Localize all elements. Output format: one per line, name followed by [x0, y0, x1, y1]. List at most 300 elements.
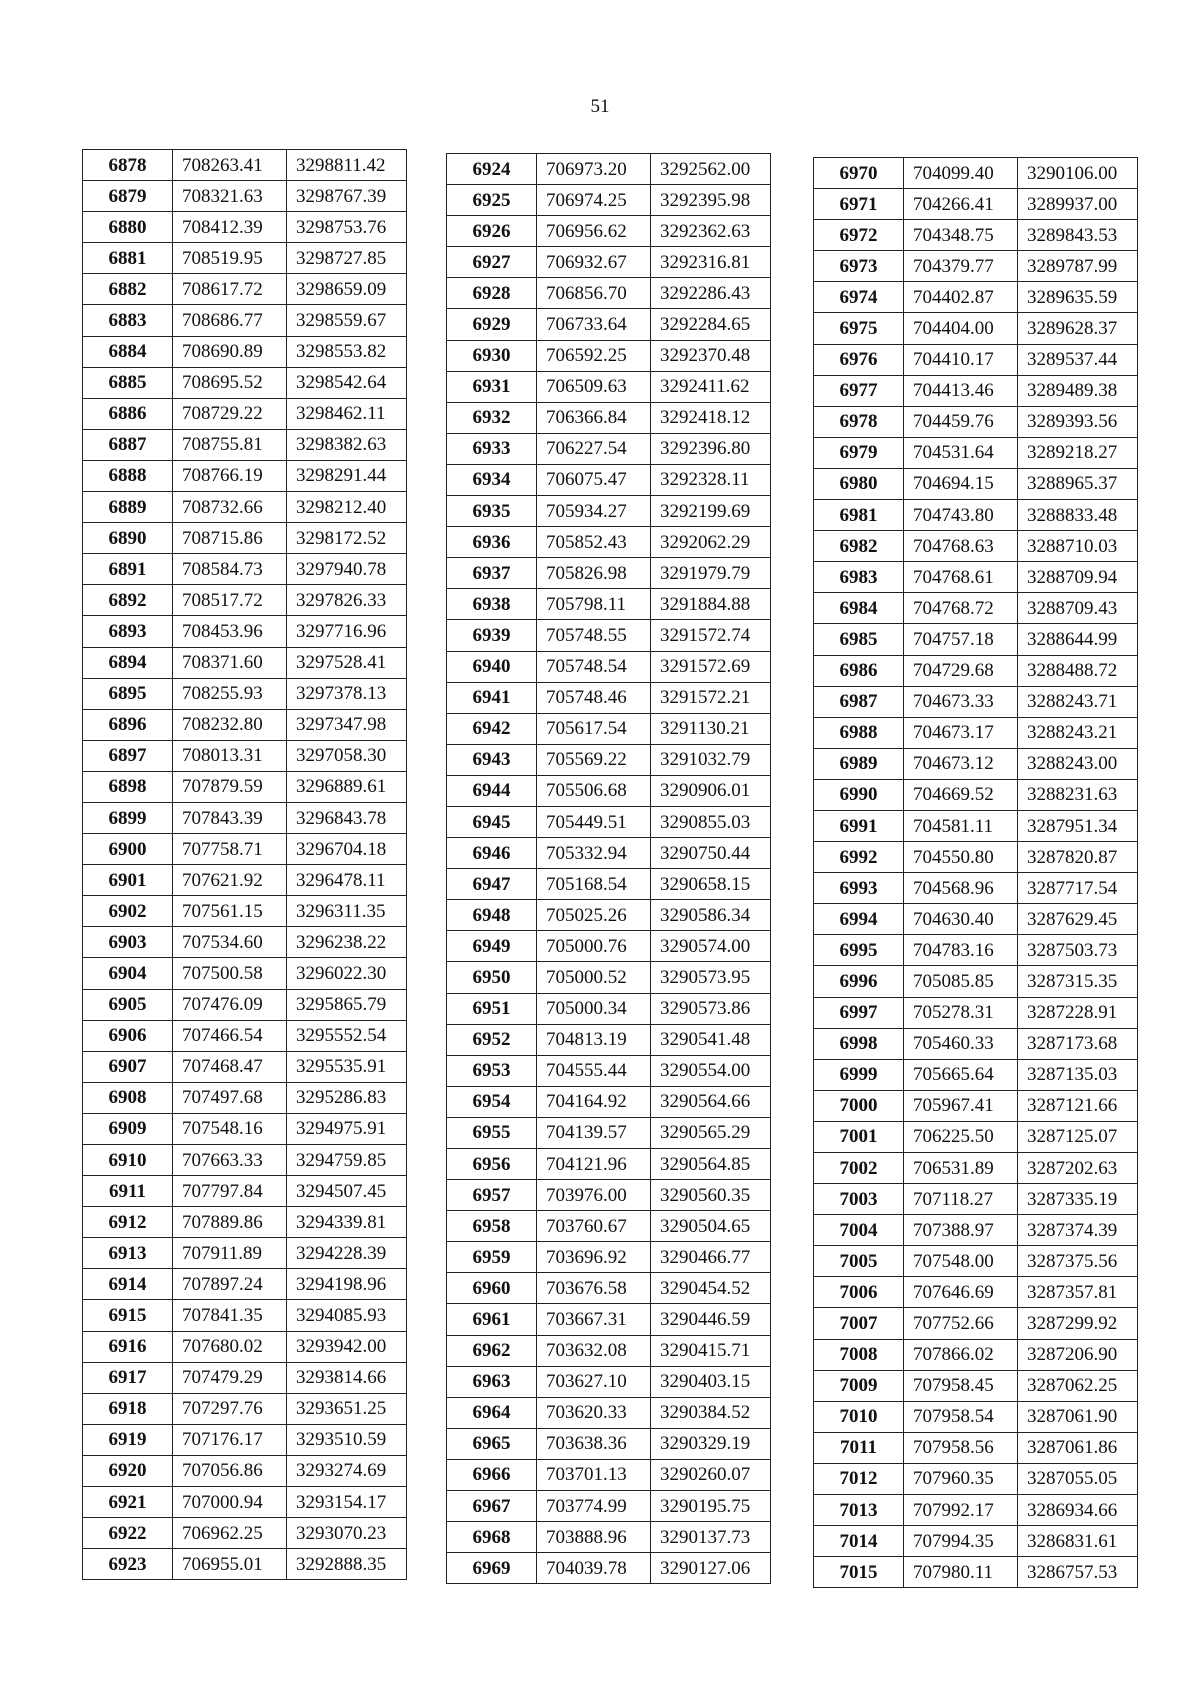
y-coordinate-cell: 3298727.85	[287, 243, 407, 274]
x-coordinate-cell: 707992.17	[904, 1495, 1018, 1526]
x-coordinate-cell: 703676.58	[537, 1273, 651, 1304]
table-row	[814, 1526, 1138, 1557]
x-coordinate-cell: 708584.73	[173, 554, 287, 585]
table-row	[814, 282, 1138, 313]
point-number-cell: 6897	[83, 740, 173, 771]
point-number-cell: 6920	[83, 1455, 173, 1486]
y-coordinate-cell: 3290127.06	[651, 1553, 771, 1584]
x-coordinate-cell: 707958.56	[904, 1432, 1018, 1463]
x-coordinate-cell: 704099.40	[904, 158, 1018, 189]
table-row	[83, 1393, 407, 1424]
y-coordinate-cell: 3292411.62	[651, 371, 771, 402]
table-row	[814, 1121, 1138, 1152]
x-coordinate-cell: 704581.11	[904, 810, 1018, 841]
point-number-cell: 6977	[814, 375, 904, 406]
table-row	[814, 1339, 1138, 1370]
point-number-cell: 6947	[447, 869, 537, 900]
point-number-cell: 6936	[447, 527, 537, 558]
x-coordinate-cell: 704404.00	[904, 313, 1018, 344]
y-coordinate-cell: 3298553.82	[287, 336, 407, 367]
x-coordinate-cell: 703620.33	[537, 1397, 651, 1428]
x-coordinate-cell: 705748.54	[537, 651, 651, 682]
point-number-cell: 6900	[83, 834, 173, 865]
y-coordinate-cell: 3290454.52	[651, 1273, 771, 1304]
y-coordinate-cell: 3287135.03	[1018, 1059, 1138, 1090]
point-number-cell: 6985	[814, 624, 904, 655]
y-coordinate-cell: 3296311.35	[287, 896, 407, 927]
x-coordinate-cell: 707548.00	[904, 1246, 1018, 1277]
point-number-cell: 6887	[83, 429, 173, 460]
x-coordinate-cell: 707476.09	[173, 989, 287, 1020]
y-coordinate-cell: 3292062.29	[651, 527, 771, 558]
point-number-cell: 6918	[83, 1393, 173, 1424]
point-number-cell: 6963	[447, 1366, 537, 1397]
table-row	[447, 371, 771, 402]
y-coordinate-cell: 3287206.90	[1018, 1339, 1138, 1370]
y-coordinate-cell: 3292418.12	[651, 402, 771, 433]
x-coordinate-cell: 708686.77	[173, 305, 287, 336]
y-coordinate-cell: 3290564.66	[651, 1086, 771, 1117]
y-coordinate-cell: 3290195.75	[651, 1491, 771, 1522]
table-row	[447, 247, 771, 278]
y-coordinate-cell: 3290384.52	[651, 1397, 771, 1428]
y-coordinate-cell: 3295865.79	[287, 989, 407, 1020]
point-number-cell: 6930	[447, 340, 537, 371]
point-number-cell: 6997	[814, 997, 904, 1028]
point-number-cell: 7006	[814, 1277, 904, 1308]
table-row	[814, 313, 1138, 344]
table-row	[83, 1269, 407, 1300]
point-number-cell: 6888	[83, 460, 173, 491]
y-coordinate-cell: 3290466.77	[651, 1242, 771, 1273]
point-number-cell: 6961	[447, 1304, 537, 1335]
y-coordinate-cell: 3290573.95	[651, 962, 771, 993]
y-coordinate-cell: 3287375.56	[1018, 1246, 1138, 1277]
table-row	[814, 251, 1138, 282]
point-number-cell: 7010	[814, 1401, 904, 1432]
x-coordinate-cell: 708255.93	[173, 678, 287, 709]
x-coordinate-cell: 704757.18	[904, 624, 1018, 655]
y-coordinate-cell: 3291572.69	[651, 651, 771, 682]
point-number-cell: 6956	[447, 1149, 537, 1180]
y-coordinate-cell: 3294339.81	[287, 1207, 407, 1238]
y-coordinate-cell: 3289787.99	[1018, 251, 1138, 282]
point-number-cell: 6974	[814, 282, 904, 313]
table-row	[447, 1211, 771, 1242]
y-coordinate-cell: 3293070.23	[287, 1518, 407, 1549]
x-coordinate-cell: 703976.00	[537, 1180, 651, 1211]
x-coordinate-cell: 707879.59	[173, 771, 287, 802]
x-coordinate-cell: 707118.27	[904, 1184, 1018, 1215]
table-row	[447, 1553, 771, 1584]
point-number-cell: 6910	[83, 1145, 173, 1176]
table-row	[814, 437, 1138, 468]
x-coordinate-cell: 707497.68	[173, 1082, 287, 1113]
x-coordinate-cell: 704630.40	[904, 904, 1018, 935]
table-row	[83, 1051, 407, 1082]
point-number-cell: 6992	[814, 842, 904, 873]
table-row	[447, 278, 771, 309]
y-coordinate-cell: 3287228.91	[1018, 997, 1138, 1028]
y-coordinate-cell: 3291979.79	[651, 558, 771, 589]
table-row	[83, 1300, 407, 1331]
y-coordinate-cell: 3290415.71	[651, 1335, 771, 1366]
x-coordinate-cell: 703774.99	[537, 1491, 651, 1522]
point-number-cell: 6901	[83, 865, 173, 896]
table-row	[814, 1495, 1138, 1526]
x-coordinate-cell: 706974.25	[537, 185, 651, 216]
y-coordinate-cell: 3286934.66	[1018, 1495, 1138, 1526]
x-coordinate-cell: 708232.80	[173, 709, 287, 740]
point-number-cell: 6926	[447, 216, 537, 247]
x-coordinate-cell: 707797.84	[173, 1176, 287, 1207]
y-coordinate-cell: 3290658.15	[651, 869, 771, 900]
table-row	[814, 344, 1138, 375]
table-row	[447, 1335, 771, 1366]
y-coordinate-cell: 3288710.03	[1018, 531, 1138, 562]
table-row	[83, 1176, 407, 1207]
table-row	[814, 562, 1138, 593]
x-coordinate-cell: 703760.67	[537, 1211, 651, 1242]
point-number-cell: 6938	[447, 589, 537, 620]
table-row	[83, 1207, 407, 1238]
point-number-cell: 6916	[83, 1331, 173, 1362]
x-coordinate-cell: 704694.15	[904, 468, 1018, 499]
table-row	[814, 531, 1138, 562]
point-number-cell: 6966	[447, 1459, 537, 1490]
y-coordinate-cell: 3292395.98	[651, 185, 771, 216]
y-coordinate-cell: 3289843.53	[1018, 220, 1138, 251]
table-row	[83, 616, 407, 647]
table-row	[814, 406, 1138, 437]
y-coordinate-cell: 3294198.96	[287, 1269, 407, 1300]
point-number-cell: 6990	[814, 779, 904, 810]
point-number-cell: 6892	[83, 585, 173, 616]
point-number-cell: 7001	[814, 1121, 904, 1152]
point-number-cell: 6970	[814, 158, 904, 189]
table-row	[447, 931, 771, 962]
table-row	[447, 1304, 771, 1335]
point-number-cell: 7005	[814, 1246, 904, 1277]
y-coordinate-cell: 3298811.42	[287, 150, 407, 181]
x-coordinate-cell: 708517.72	[173, 585, 287, 616]
x-coordinate-cell: 705449.51	[537, 806, 651, 837]
y-coordinate-cell: 3292286.43	[651, 278, 771, 309]
point-number-cell: 6973	[814, 251, 904, 282]
table-row	[83, 1145, 407, 1176]
y-coordinate-cell: 3296889.61	[287, 771, 407, 802]
x-coordinate-cell: 707843.39	[173, 802, 287, 833]
x-coordinate-cell: 707994.35	[904, 1526, 1018, 1557]
y-coordinate-cell: 3296022.30	[287, 958, 407, 989]
table-row	[83, 802, 407, 833]
point-number-cell: 7008	[814, 1339, 904, 1370]
table-row	[814, 1153, 1138, 1184]
y-coordinate-cell: 3290329.19	[651, 1428, 771, 1459]
x-coordinate-cell: 705000.34	[537, 993, 651, 1024]
y-coordinate-cell: 3291884.88	[651, 589, 771, 620]
x-coordinate-cell: 708729.22	[173, 398, 287, 429]
x-coordinate-cell: 705000.52	[537, 962, 651, 993]
x-coordinate-cell: 707841.35	[173, 1300, 287, 1331]
x-coordinate-cell: 708013.31	[173, 740, 287, 771]
table-row	[447, 1180, 771, 1211]
x-coordinate-cell: 706366.84	[537, 402, 651, 433]
table-row	[814, 220, 1138, 251]
y-coordinate-cell: 3288231.63	[1018, 779, 1138, 810]
y-coordinate-cell: 3295552.54	[287, 1020, 407, 1051]
table-row	[83, 429, 407, 460]
x-coordinate-cell: 708519.95	[173, 243, 287, 274]
table-row	[814, 842, 1138, 873]
y-coordinate-cell: 3291032.79	[651, 744, 771, 775]
x-coordinate-cell: 704039.78	[537, 1553, 651, 1584]
y-coordinate-cell: 3292562.00	[651, 154, 771, 185]
point-number-cell: 6998	[814, 1028, 904, 1059]
y-coordinate-cell: 3296843.78	[287, 802, 407, 833]
table-row	[83, 492, 407, 523]
point-number-cell: 6915	[83, 1300, 173, 1331]
y-coordinate-cell: 3290564.85	[651, 1149, 771, 1180]
point-number-cell: 6883	[83, 305, 173, 336]
x-coordinate-cell: 707466.54	[173, 1020, 287, 1051]
x-coordinate-cell: 705798.11	[537, 589, 651, 620]
table-row	[447, 1428, 771, 1459]
table-row	[447, 1459, 771, 1490]
x-coordinate-cell: 707897.24	[173, 1269, 287, 1300]
point-number-cell: 6935	[447, 496, 537, 527]
x-coordinate-cell: 708371.60	[173, 647, 287, 678]
point-number-cell: 6924	[447, 154, 537, 185]
y-coordinate-cell: 3292316.81	[651, 247, 771, 278]
y-coordinate-cell: 3287299.92	[1018, 1308, 1138, 1339]
point-number-cell: 6881	[83, 243, 173, 274]
point-number-cell: 7011	[814, 1432, 904, 1463]
point-number-cell: 6946	[447, 838, 537, 869]
y-coordinate-cell: 3290106.00	[1018, 158, 1138, 189]
table-row	[814, 158, 1138, 189]
point-number-cell: 6981	[814, 500, 904, 531]
page-number: 51	[590, 96, 610, 117]
y-coordinate-cell: 3290574.00	[651, 931, 771, 962]
x-coordinate-cell: 707958.45	[904, 1370, 1018, 1401]
x-coordinate-cell: 704555.44	[537, 1055, 651, 1086]
y-coordinate-cell: 3287125.07	[1018, 1121, 1138, 1152]
x-coordinate-cell: 705460.33	[904, 1028, 1018, 1059]
table-row	[83, 274, 407, 305]
point-number-cell: 6980	[814, 468, 904, 499]
table-row	[83, 740, 407, 771]
point-number-cell: 7000	[814, 1090, 904, 1121]
table-row	[83, 1082, 407, 1113]
point-number-cell: 6950	[447, 962, 537, 993]
point-number-cell: 6945	[447, 806, 537, 837]
point-number-cell: 6893	[83, 616, 173, 647]
x-coordinate-cell: 705748.46	[537, 682, 651, 713]
x-coordinate-cell: 707548.16	[173, 1113, 287, 1144]
y-coordinate-cell: 3294228.39	[287, 1238, 407, 1269]
y-coordinate-cell: 3287315.35	[1018, 966, 1138, 997]
point-number-cell: 6986	[814, 655, 904, 686]
table-row	[447, 216, 771, 247]
table-row	[83, 460, 407, 491]
x-coordinate-cell: 705000.76	[537, 931, 651, 962]
point-number-cell: 6879	[83, 181, 173, 212]
table-row	[447, 620, 771, 651]
y-coordinate-cell: 3290586.34	[651, 900, 771, 931]
y-coordinate-cell: 3290403.15	[651, 1366, 771, 1397]
x-coordinate-cell: 706962.25	[173, 1518, 287, 1549]
x-coordinate-cell: 704568.96	[904, 873, 1018, 904]
x-coordinate-cell: 706531.89	[904, 1153, 1018, 1184]
point-number-cell: 6984	[814, 593, 904, 624]
x-coordinate-cell: 707056.86	[173, 1455, 287, 1486]
point-number-cell: 6962	[447, 1335, 537, 1366]
point-number-cell: 7012	[814, 1463, 904, 1494]
table-row	[814, 1028, 1138, 1059]
table-row	[814, 1215, 1138, 1246]
x-coordinate-cell: 704413.46	[904, 375, 1018, 406]
y-coordinate-cell: 3290855.03	[651, 806, 771, 837]
y-coordinate-cell: 3293154.17	[287, 1487, 407, 1518]
point-number-cell: 6923	[83, 1549, 173, 1580]
table-row	[447, 1242, 771, 1273]
x-coordinate-cell: 703638.36	[537, 1428, 651, 1459]
point-number-cell: 6989	[814, 748, 904, 779]
x-coordinate-cell: 705278.31	[904, 997, 1018, 1028]
x-coordinate-cell: 706592.25	[537, 340, 651, 371]
table-row	[447, 1055, 771, 1086]
point-number-cell: 6880	[83, 212, 173, 243]
x-coordinate-cell: 708732.66	[173, 492, 287, 523]
y-coordinate-cell: 3294085.93	[287, 1300, 407, 1331]
y-coordinate-cell: 3293651.25	[287, 1393, 407, 1424]
x-coordinate-cell: 708695.52	[173, 367, 287, 398]
x-coordinate-cell: 704410.17	[904, 344, 1018, 375]
point-number-cell: 6904	[83, 958, 173, 989]
y-coordinate-cell: 3296238.22	[287, 927, 407, 958]
y-coordinate-cell: 3290750.44	[651, 838, 771, 869]
table-row	[447, 496, 771, 527]
point-number-cell: 7009	[814, 1370, 904, 1401]
x-coordinate-cell: 707866.02	[904, 1339, 1018, 1370]
table-row	[814, 468, 1138, 499]
y-coordinate-cell: 3296704.18	[287, 834, 407, 865]
y-coordinate-cell: 3293510.59	[287, 1424, 407, 1455]
y-coordinate-cell: 3292199.69	[651, 496, 771, 527]
table-row	[814, 935, 1138, 966]
x-coordinate-cell: 705168.54	[537, 869, 651, 900]
table-row	[447, 838, 771, 869]
table-row	[814, 717, 1138, 748]
table-row	[447, 433, 771, 464]
table-row	[814, 375, 1138, 406]
table-row	[814, 189, 1138, 220]
table-row	[814, 1463, 1138, 1494]
x-coordinate-cell: 704402.87	[904, 282, 1018, 313]
table-row	[814, 624, 1138, 655]
x-coordinate-cell: 704139.57	[537, 1117, 651, 1148]
x-coordinate-cell: 707980.11	[904, 1557, 1018, 1588]
point-number-cell: 6889	[83, 492, 173, 523]
x-coordinate-cell: 707958.54	[904, 1401, 1018, 1432]
y-coordinate-cell: 3292396.80	[651, 433, 771, 464]
x-coordinate-cell: 707000.94	[173, 1487, 287, 1518]
y-coordinate-cell: 3288644.99	[1018, 624, 1138, 655]
x-coordinate-cell: 707534.60	[173, 927, 287, 958]
table-row	[83, 336, 407, 367]
y-coordinate-cell: 3296478.11	[287, 865, 407, 896]
table-row	[447, 962, 771, 993]
point-number-cell: 6927	[447, 247, 537, 278]
y-coordinate-cell: 3287717.54	[1018, 873, 1138, 904]
y-coordinate-cell: 3287629.45	[1018, 904, 1138, 935]
point-number-cell: 6934	[447, 464, 537, 495]
table-row	[447, 340, 771, 371]
point-number-cell: 6976	[814, 344, 904, 375]
y-coordinate-cell: 3287951.34	[1018, 810, 1138, 841]
x-coordinate-cell: 707468.47	[173, 1051, 287, 1082]
y-coordinate-cell: 3289218.27	[1018, 437, 1138, 468]
x-coordinate-cell: 707388.97	[904, 1215, 1018, 1246]
table-row	[447, 869, 771, 900]
x-coordinate-cell: 705506.68	[537, 775, 651, 806]
point-number-cell: 6988	[814, 717, 904, 748]
x-coordinate-cell: 703667.31	[537, 1304, 651, 1335]
x-coordinate-cell: 708766.19	[173, 460, 287, 491]
point-number-cell: 6975	[814, 313, 904, 344]
y-coordinate-cell: 3287820.87	[1018, 842, 1138, 873]
point-number-cell: 6994	[814, 904, 904, 935]
x-coordinate-cell: 705826.98	[537, 558, 651, 589]
table-row	[83, 865, 407, 896]
y-coordinate-cell: 3292370.48	[651, 340, 771, 371]
point-number-cell: 6967	[447, 1491, 537, 1522]
point-number-cell: 6949	[447, 931, 537, 962]
y-coordinate-cell: 3297716.96	[287, 616, 407, 647]
point-number-cell: 6886	[83, 398, 173, 429]
table-row	[814, 1246, 1138, 1277]
y-coordinate-cell: 3298382.63	[287, 429, 407, 460]
x-coordinate-cell: 704768.72	[904, 593, 1018, 624]
x-coordinate-cell: 704550.80	[904, 842, 1018, 873]
y-coordinate-cell: 3290565.29	[651, 1117, 771, 1148]
point-number-cell: 6987	[814, 686, 904, 717]
y-coordinate-cell: 3290906.01	[651, 775, 771, 806]
y-coordinate-cell: 3287173.68	[1018, 1028, 1138, 1059]
x-coordinate-cell: 704266.41	[904, 189, 1018, 220]
x-coordinate-cell: 705332.94	[537, 838, 651, 869]
y-coordinate-cell: 3294975.91	[287, 1113, 407, 1144]
table-row	[83, 398, 407, 429]
y-coordinate-cell: 3288488.72	[1018, 655, 1138, 686]
table-row	[83, 1113, 407, 1144]
x-coordinate-cell: 708453.96	[173, 616, 287, 647]
table-row	[83, 1362, 407, 1393]
table-row	[447, 1149, 771, 1180]
point-number-cell: 6959	[447, 1242, 537, 1273]
table-row	[814, 1277, 1138, 1308]
table-row	[83, 1455, 407, 1486]
point-number-cell: 6960	[447, 1273, 537, 1304]
table-row	[814, 593, 1138, 624]
table-row	[447, 309, 771, 340]
x-coordinate-cell: 703627.10	[537, 1366, 651, 1397]
y-coordinate-cell: 3297378.13	[287, 678, 407, 709]
y-coordinate-cell: 3287062.25	[1018, 1370, 1138, 1401]
table-row	[83, 709, 407, 740]
point-number-cell: 6957	[447, 1180, 537, 1211]
